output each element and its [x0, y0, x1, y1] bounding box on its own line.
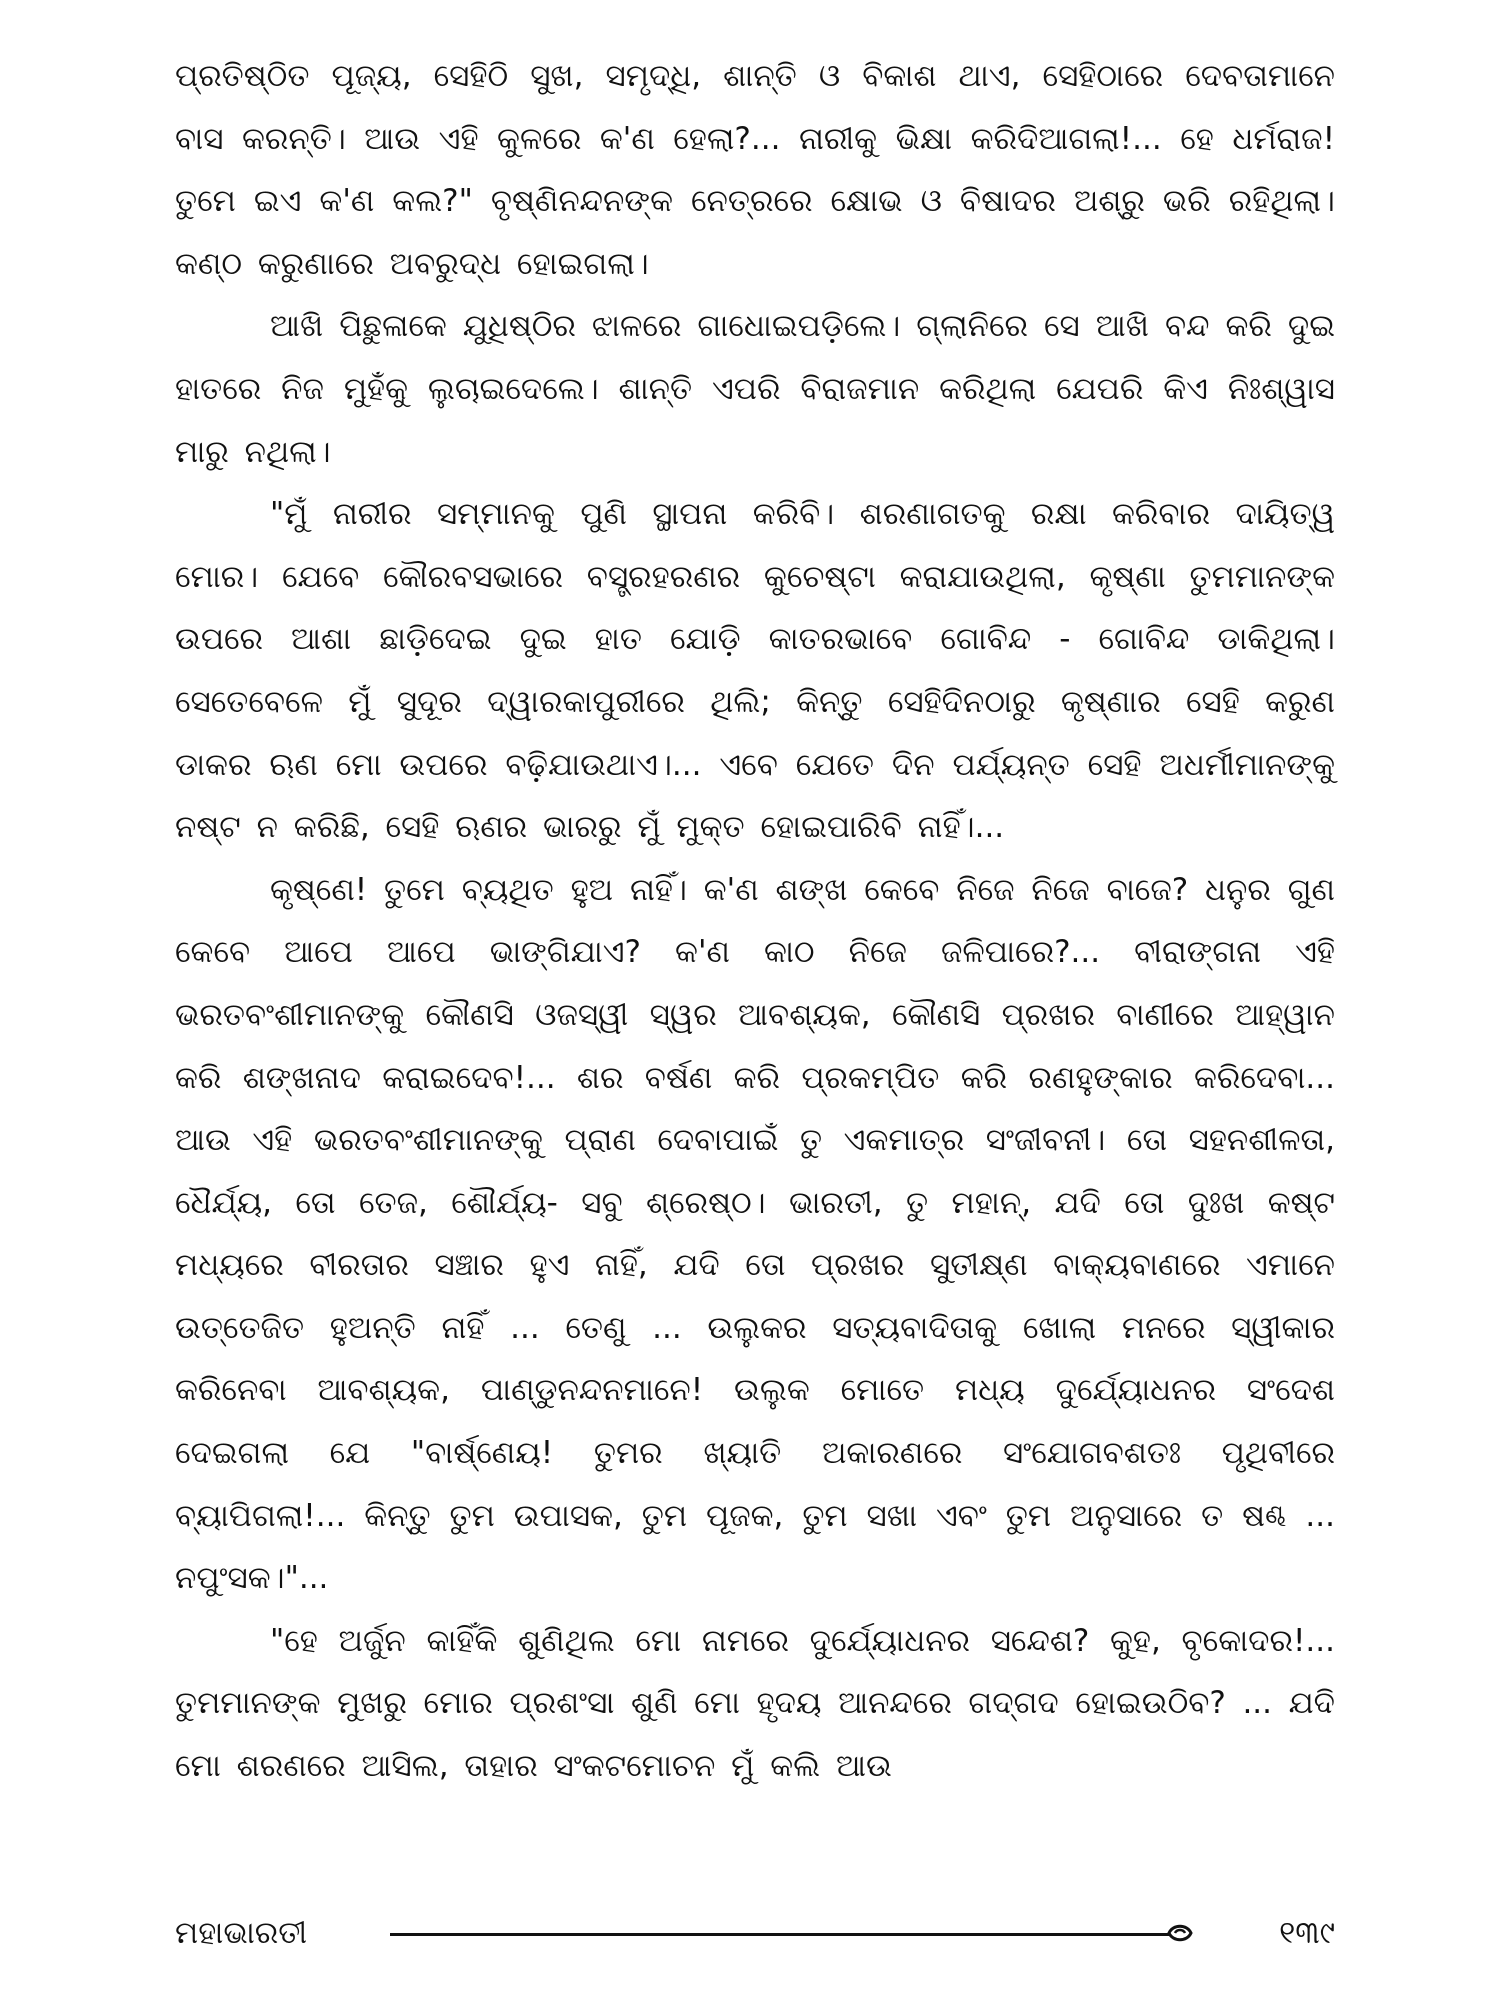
paragraph: "ମୁଁ ନାରୀର ସମ୍ମାନକୁ ପୁଣି ସ୍ଥାପନା କରିବି। ଶରଣାଗତକୁ ରକ୍ଷା କରିବାର ଦାୟିତ୍ୱ ମୋର। ଯେବେ କୌରବସଭାରେ ବସ୍ତ୍ରହରଣର କୁଚେଷ୍ଟା କରାଯାଉଥିଲା, କୃଷ୍ଣା ତୁମମାନଙ୍କ ଉପରେ ଆଶା ଛାଡ଼ିଦେଇ ଦୁଇ ହାତ ଯୋଡ଼ି କାତରଭାବେ ଗୋବିନ୍ଦ - ଗୋବିନ୍ଦ ଡାକିଥିଲା। ସେତେବେଳେ ମୁଁ ସୁଦୂର ଦ୍ୱାରକାପୁରୀରେ ଥିଲି; କିନ୍ତୁ ସେହିଦିନଠାରୁ କୃଷ୍ଣାର ସେହି କରୁଣ ଡାକର ଋଣ ମୋ ଉପରେ ବଢ଼ିଯାଉଥାଏ।... ଏବେ ଯେତେ ଦିନ ପର୍ଯ୍ୟନ୍ତ ସେହି ଅଧର୍ମୀମାନଙ୍କୁ ନଷ୍ଟ ନ କରିଛି, ସେହି ଋଣର ଭାରରୁ ମୁଁ ମୁକ୍ତ ହୋଇପାରିବି ନାହିଁ।...	[175, 496, 1335, 846]
footer-divider	[390, 1933, 1170, 1936]
paragraph: ପ୍ରତିଷ୍ଠିତ ପୂଜ୍ୟ, ସେହିଠି ସୁଖ, ସମୃଦ୍ଧି, ଶାନ୍ତି ଓ ବିକାଶ ଥାଏ, ସେହିଠାରେ ଦେବତାମାନେ ବାସ କରନ୍ତି। ଆଉ ଏହି କୁଳରେ କ'ଣ ହେଲା?... ନାରୀକୁ ଭିକ୍ଷା କରିଦିଆଗଲା!... ହେ ଧର୍ମରାଜ! ତୁମେ ଇଏ କ'ଣ କଲ?" ବୃଷ୍ଣିନନ୍ଦନଙ୍କ ନେତ୍ରରେ କ୍ଷୋଭ ଓ ବିଷାଦର ଅଶ୍ରୁ ଭରି ରହିଥିଲା। କଣ୍ଠ କରୁଣାରେ ଅବରୁଦ୍ଧ ହୋଇଗଲା।	[175, 58, 1335, 282]
page-number: ୧୩୯	[1279, 1915, 1335, 1951]
paragraph: କୃଷ୍ଣେ! ତୁମେ ବ୍ୟଥିତ ହୁଅ ନାହିଁ। କ'ଣ ଶଙ୍ଖ କେବେ ନିଜେ ନିଜେ ବାଜେ? ଧନୁର ଗୁଣ କେବେ ଆପେ ଆପେ ଭାଙ୍ଗିଯାଏ? କ'ଣ କାଠ ନିଜେ ଜଳିପାରେ?... ବୀରାଙ୍ଗନା ଏହି ଭରତବଂଶୀମାନଙ୍କୁ କୌଣସି ଓଜସ୍ୱୀ ସ୍ୱର ଆବଶ୍ୟକ, କୌଣସି ପ୍ରଖର ବାଣୀରେ ଆହ୍ୱାନ କରି ଶଙ୍ଖନାଦ କରାଇଦେବ!... ଶର ବର୍ଷଣ କରି ପ୍ରକମ୍ପିତ କରି ରଣହୁଙ୍କାର କରିଦେବା... ଆଉ ଏହି ଭରତବଂଶୀମାନଙ୍କୁ ପ୍ରାଣ ଦେବାପାଇଁ ତୁ ଏକମାତ୍ର ସଂଜୀବନୀ। ତୋ ସହନଶୀଳତା, ଧୈର୍ଯ୍ୟ, ତୋ ତେଜ, ଶୌର୍ଯ୍ୟ- ସବୁ ଶ୍ରେଷ୍ଠ। ଭାରତୀ, ତୁ ମହାନ୍, ଯଦି ତୋ ଦୁଃଖ କଷ୍ଟ ମଧ୍ୟରେ ବୀରତାର ସଞ୍ଚାର ହୁଏ ନାହିଁ, ଯଦି ତୋ ପ୍ରଖର ସୁତୀକ୍ଷ୍ଣ ବାକ୍ୟବାଣରେ ଏମାନେ ଉତ୍ତେଜିତ ହୁଅନ୍ତି ନାହିଁ ... ତେଣୁ ... ଉଲୁକର ସତ୍ୟବାଦିତାକୁ ଖୋଲା ମନରେ ସ୍ୱୀକାର କରିନେବା ଆବଶ୍ୟକ, ପାଣ୍ଡୁନନ୍ଦନମାନେ! ଉଲୁକ ମୋତେ ମଧ୍ୟ ଦୁର୍ଯ୍ୟୋଧନର ସଂଦେଶ ଦେଇଗଲା ଯେ "ବାର୍ଷ୍ଣେୟ! ତୁମର ଖ୍ୟାତି ଅକାରଣରେ ସଂଯୋଗବଶତଃ ପୃଥିବୀରେ ବ୍ୟାପିଗଲା!... କିନ୍ତୁ ତୁମ ଉପାସକ, ତୁମ ପୂଜକ, ତୁମ ସଖା ଏବଂ ତୁମ ଅନୁସାରେ ତ ଷଣ୍ଢ ... ନପୁଂସକ।"...	[175, 871, 1335, 1597]
page-footer	[175, 1908, 1335, 1958]
paragraph: ଆଖି ପିଛୁଳାକେ ଯୁଧିଷ୍ଠିର ଝାଳରେ ଗାଧୋଇପଡ଼ିଲେ। ଗ୍ଲାନିରେ ସେ ଆଖି ବନ୍ଦ କରି ଦୁଇ ହାତରେ ନିଜ ମୁହଁକୁ ଲୁଚାଇଦେଲେ। ଶାନ୍ତି ଏପରି ବିରାଜମାନ କରିଥିଲା ଯେପରି କିଏ ନିଃଶ୍ୱାସ ମାରୁ ନଥିଲା।	[175, 308, 1335, 470]
book-title: ମହାଭାରତୀ	[175, 1915, 308, 1951]
paragraph: "ହେ ଅର୍ଜୁନ କାହିଁକି ଶୁଣିଥିଲ ମୋ ନାମରେ ଦୁର୍ଯ୍ୟୋଧନର ସନ୍ଦେଶ? କୁହ, ବୃକୋଦର!... ତୁମମାନଙ୍କ ମୁଖରୁ ମୋର ପ୍ରଶଂସା ଶୁଣି ମୋ ହୃଦୟ ଆନନ୍ଦରେ ଗଦ୍‌ଗଦ ହୋଇଉଠିବ? ... ଯଦି ମୋ ଶରଣରେ ଆସିଲ, ତାହାର ସଂକଟମୋଚନ ମୁଁ କଲି ଆଉ	[175, 1622, 1335, 1785]
body-text	[175, 45, 1335, 1798]
ornament-icon	[1165, 1918, 1195, 1948]
